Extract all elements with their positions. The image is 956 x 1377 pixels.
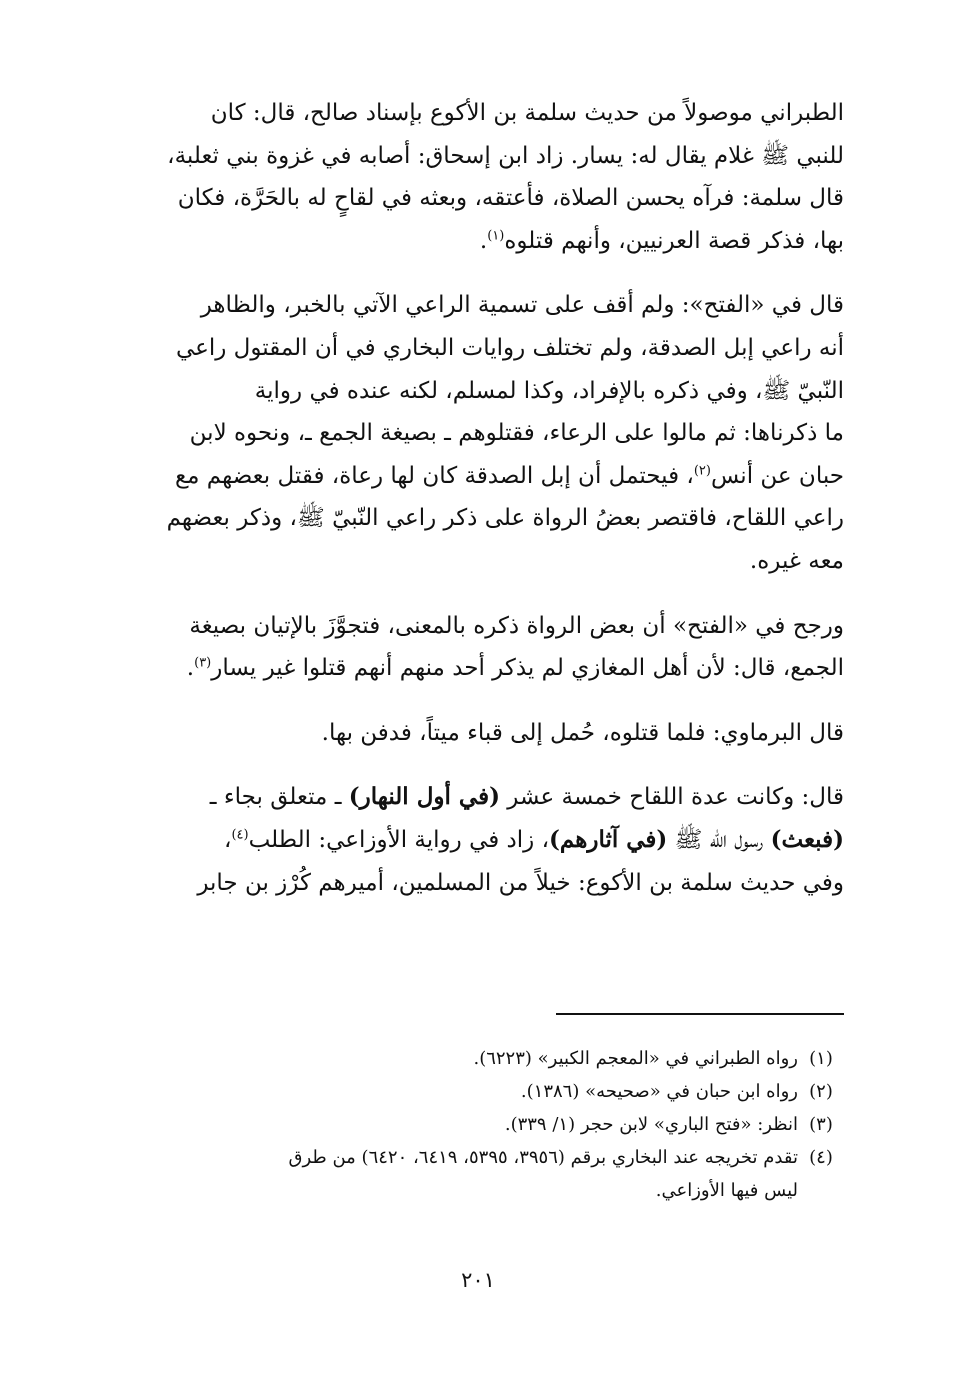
footnote-number: (٤) (809, 1147, 833, 1168)
text-line: ورجح في «الفتح» أن بعض الرواة ذكره بالمعنى، فتجوَّزَ بالإتيان بصيغة (189, 612, 844, 639)
text-segment: ، (224, 826, 232, 853)
text-line: قال البرماوي: فلما قتلوه، حُمل إلى قباء ميتاً، فدفن بها. (321, 719, 844, 746)
text-line: أنه راعي إبل الصدقة، ولم تختلف روايات البخاري في أن المقتول راعي (175, 334, 844, 361)
bold-quote: (في آثارهم) (549, 825, 668, 853)
page-number: ٢٠١ (461, 1268, 495, 1292)
text-line (128, 220, 844, 263)
footnote-4 (128, 1141, 844, 1207)
paragraph-4 (128, 712, 844, 755)
text-line: وفي حديث سلمة بن الأكوع: خيلاً من المسلمين، أميرهم كُرْز بن جابر (197, 869, 844, 896)
text-segment: . (479, 227, 488, 254)
text-line: قال سلمة: فرآه يحسن الصلاة، فأعتقه، وبعثه في لقاحٍ له بالحَرَّة، فكان (177, 185, 844, 212)
text-segment: ، زاد في رواية الأوزاعي: الطلب (248, 826, 550, 853)
footnote-ref-4: (٤) (231, 827, 249, 843)
text-segment: بها، فذكر قصة العرنيين، وأنهم قتلوه (504, 227, 844, 254)
footnote-line: ليس فيها الأوزاعي. (655, 1180, 798, 1201)
text-segment: الجمع، قال: لأن أهل المغازي لم يذكر أحد منهم أنهم قتلوا غير يسار (211, 655, 844, 682)
bold-quote: (فبعث) (770, 825, 844, 853)
footnote-2 (128, 1075, 844, 1108)
footnote-text (128, 1141, 798, 1207)
text-line: راعي اللقاح، فاقتصر بعضُ الرواة على ذكر راعي النّبيّ ﷺ، وذكر بعضهم (166, 505, 844, 532)
paragraph-2 (128, 284, 844, 582)
text-segment: رسول الله ﷺ (667, 826, 771, 853)
footnote-number: (٢) (809, 1081, 833, 1102)
text-segment: ـ متعلق بجاء ـ (209, 784, 349, 811)
text-line: للنبي ﷺ غلام يقال له: يسار. زاد ابن إسحاق: أصابه في غزوة بني ثعلبة، (167, 142, 844, 169)
footnote-ref-3: (٣) (194, 655, 212, 671)
text-segment: ، فيحتمل أن إبل الصدقة كان لها رعاة، فقتل بعضهم مع (174, 462, 694, 489)
footnote-separator (556, 1013, 844, 1015)
paragraph-3 (128, 605, 844, 690)
text-line: الطبراني موصولاً من حديث سلمة بن الأكوع بإسناد صالح، قال: كان (210, 100, 844, 126)
main-text (128, 92, 844, 904)
footnote-text: انظر: «فتح الباري» لابن حجر (١/ ٣٣٩). (504, 1114, 798, 1135)
text-line: النّبيّ ﷺ، وفي ذكره بالإفراد، وكذا لمسلم، لكنه عنده في رواية (254, 377, 844, 404)
text-line: ما ذكرناها: ثم مالوا على الرعاء، فقتلوهم ـ بصيغة الجمع ـ، ونحوه لابن (189, 420, 844, 447)
footnote-ref-1: (١) (487, 228, 505, 244)
footnote-1 (128, 1042, 844, 1075)
footnote-line: تقدم تخريجه عند البخاري برقم (٣٩٥٦، ٥٣٩٥، ٦٤١٩، ٦٤٢٠) من طرق (288, 1147, 798, 1168)
footnote-ref-2: (٢) (693, 463, 711, 479)
text-line (128, 647, 844, 690)
text-segment: قال: وكانت عدة اللقاح خمسة عشر (499, 784, 844, 811)
paragraph-1 (128, 92, 844, 262)
text-segment: حبان عن أنس (710, 462, 844, 489)
footnote-number: (٣) (809, 1114, 833, 1135)
footnote-text: رواه ابن حبان في «صحيحه» (١٣٨٦). (520, 1081, 798, 1102)
text-line (128, 776, 844, 819)
text-line: قال في «الفتح»: ولم أقف على تسمية الراعي الآتي بالخبر، والظاهر (200, 292, 844, 319)
bold-quote: (في أول النهار) (348, 783, 500, 811)
text-line (128, 819, 844, 862)
text-line: معه غيره. (749, 547, 844, 574)
paragraph-5 (128, 776, 844, 904)
text-segment: . (186, 655, 195, 682)
footnote-3 (128, 1108, 844, 1141)
footnote-text: رواه الطبراني في «المعجم الكبير» (٦٢٢٣). (473, 1048, 798, 1069)
footnote-number: (١) (809, 1048, 833, 1069)
footnotes (128, 1042, 844, 1207)
text-line (128, 455, 844, 498)
